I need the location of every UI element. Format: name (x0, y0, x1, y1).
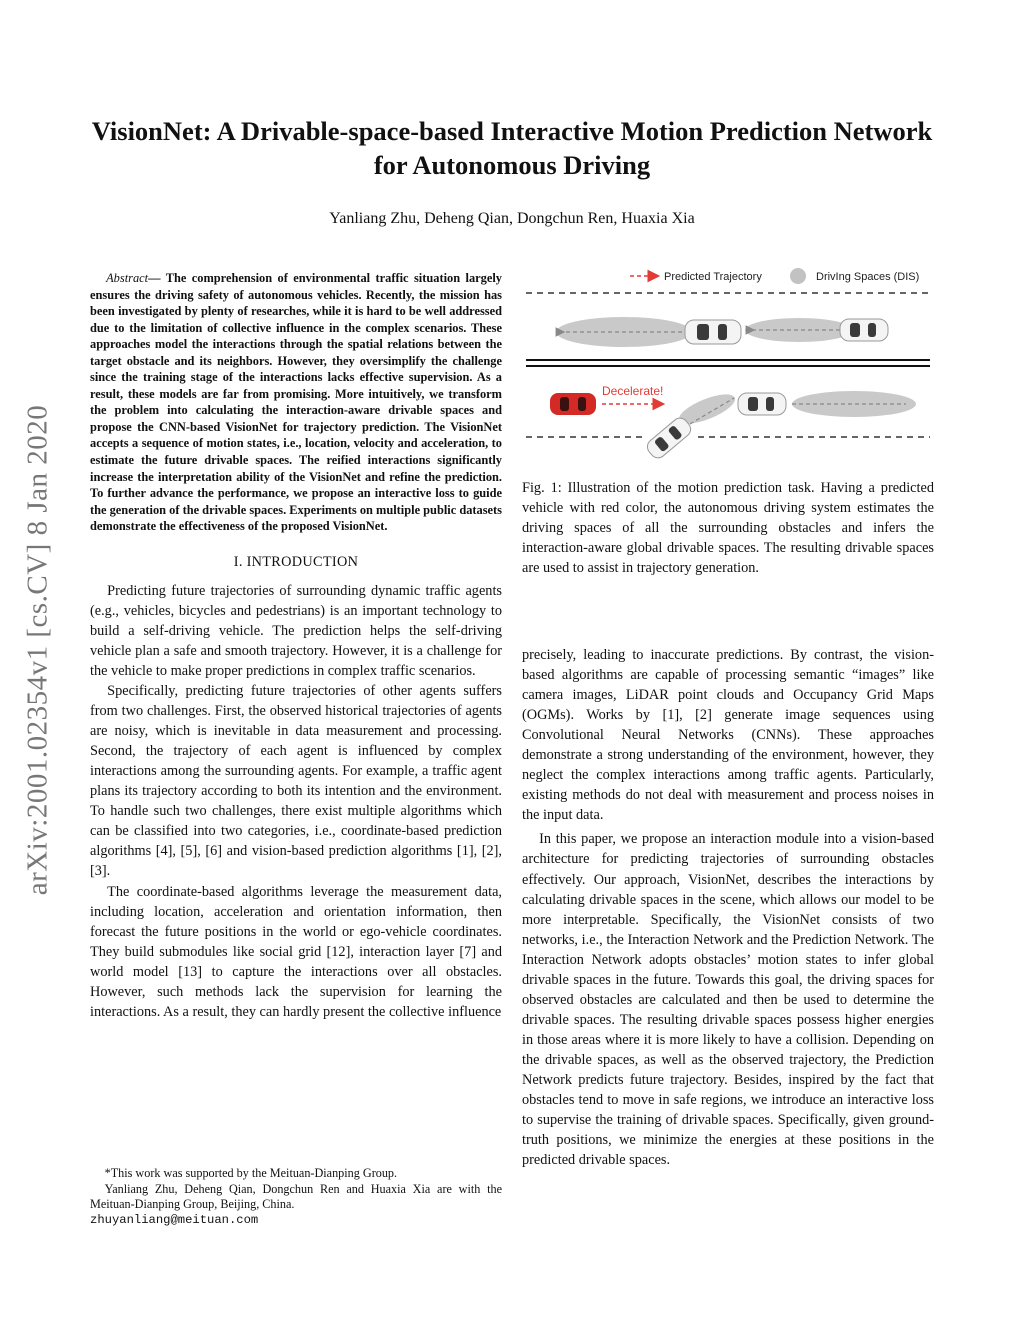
right-column (522, 645, 934, 1170)
legend-trajectory-label: Predicted Trajectory (664, 271, 762, 283)
intro-paragraph-1: Predicting future trajectories of surrounding dynamic traffic agents (e.g., vehicles, bicycles and pedestrians) is an important technology to build a self-driving vehicle. The prediction helps the self-driving vehicle plan a safe and smooth trajectory. However, it is a challenge for the vehicle to make proper predictions in complex traffic scenarios. (90, 582, 502, 679)
abstract-label: Abstract (106, 271, 149, 285)
car-white-1 (685, 320, 741, 344)
arxiv-watermark (18, 370, 58, 930)
figure-1-caption: Fig. 1: Illustration of the motion prediction task. Having a predicted vehicle with red color, the autonomous driving system estimates the driving spaces of all the surrounding obstacles and infers the interaction-aware global drivable spaces. The resulting drivable spaces are used to assist in trajectory generation. (522, 480, 934, 577)
car-white-merging (644, 415, 694, 461)
abstract (90, 270, 502, 535)
intro-paragraph-3: The coordinate-based algorithms leverage the measurement data, including location, acceleration and orientation information, then forecast the future positions in the world or ego-vehicle coordinates. They build submodules like social grid [12], interaction layer [7] and world model [13] to capture the interactions over all obstacles. However, such methods lack the supervision for learning the interactions. As a result, they can hardly present the collective influence (90, 883, 502, 1020)
left-column (90, 270, 502, 1022)
arxiv-id: arXiv:2001.02354v1 [cs.CV] 8 Jan 2020 (21, 404, 54, 896)
intro-paragraph-4: In this paper, we propose an interaction module into a vision-based architecture for predicting trajectories of surrounding obstacles effectively. Our approach, VisionNet, describes the interactions by calculating drivable spaces in the scene, which allows our model to be more interpretable. Specifically, the VisionNet consists of two networks, i.e., the Interaction Network and the Prediction Network. The Interaction Network adopts obstacles’ motion states to infer global drivable spaces in the future. Towards this goal, the driving spaces for observed obstacles are calculated and then be used to determine the drivable spaces. The resulting drivable spaces possess higher energies in those areas where it is more likely to have a collision. Depending on the drivable spaces, as well as the observed trajectory, the Prediction Network predicts future trajectory. Besides, inspired by the fact that obstacles tend to move in safe regions, we introduce an interactive loss to supervise the training of drivable spaces. Specifically, given ground-truth positions, we minimize the energies at these positions in the predicted drivable spaces. (522, 831, 934, 1169)
car-red (550, 393, 596, 415)
intro-paragraph-3-continued: precisely, leading to inaccurate predictions. By contrast, the vision-based algorithms are capable of processing semantic “images” like camera images, LiDAR point clouds and Occupancy Grid Maps (OGMs). Works by [1], [2] generate image sequences using Convolutional Neural Networks (CNNs). These approaches demonstrate a strong understanding of the environment, however, they neglect the complex interactions among traffic agents. Particularly, existing methods do not deal with measurement and process noises in the input data. (522, 647, 934, 824)
car-white-3 (738, 393, 786, 415)
paper-authors: Yanliang Zhu, Deheng Qian, Dongchun Ren, Huaxia Xia (329, 210, 695, 227)
car-white-2 (840, 319, 888, 341)
footnote (90, 1166, 502, 1228)
legend-spaces-swatch (790, 268, 806, 284)
legend-spaces-label: DrivIng Spaces (DIS) (816, 271, 920, 283)
section-heading-introduction: I. INTRODUCTION (233, 553, 359, 570)
footnote-email: zhuyanliang@meituan.com (90, 1212, 259, 1227)
paper-title: VisionNet: A Drivable-space-based Interactive Motion Prediction Network for Autonomous Driving (91, 116, 933, 180)
intro-paragraph-2: Specifically, predicting future trajectories of other agents suffers from two challenges. First, the observed historical trajectories of agents are noisy, which is inevitable in data measurement and processing. Second, the trajectory of each agent is influenced by complex interactions among the surrounding agents. For example, a traffic agent plans its trajectory according to both its intention and the environment. To handle such two challenges, there exist multiple algorithms which can be classified into two categories, i.e., coordinate-based prediction algorithms [4], [5], [6] and vision-based prediction algorithms [1], [2], [3]. (90, 683, 502, 880)
footnote-support: *This work was supported by the Meituan-Dianping Group. (104, 1166, 398, 1180)
abstract-text: The comprehension of environmental traffic situation largely ensures the driving safety of autonomous vehicles. Recently, the mission has been investigated by plenty of researches, while it is hard to be well addressed due to the limitation of collective influence in the complex scenarios. These approaches model the interactions through the spatial relations between the target obstacle and its neighbors. However, they oversimplify the challenge since the training stage of the interactions lacks effective supervision. As a result, these models are far from promising. More intuitively, we transform the problem into calculating the interaction-aware drivable spaces and propose the CNN-based VisionNet for trajectory prediction. The VisionNet accepts a sequence of motion states, i.e., location, velocity and acceleration, to estimate the future drivable spaces. The reified interactions significantly increase the interpretation ability of the VisionNet and refine the prediction. To further advance the performance, we propose an interactive loss to guide the generation of the drivable spaces. Experiments on multiple public datasets demonstrate the effectiveness of the proposed VisionNet. (90, 271, 502, 534)
figure-1 (522, 262, 934, 578)
footnote-affiliation: Yanliang Zhu, Deheng Qian, Dongchun Ren and Huaxia Xia are with the Meituan-Dianping Group, Beijing, China. (90, 1181, 502, 1211)
decelerate-label: Decelerate! (602, 384, 664, 398)
figure-1-illustration (522, 262, 934, 462)
abstract-dash: — (148, 271, 166, 285)
